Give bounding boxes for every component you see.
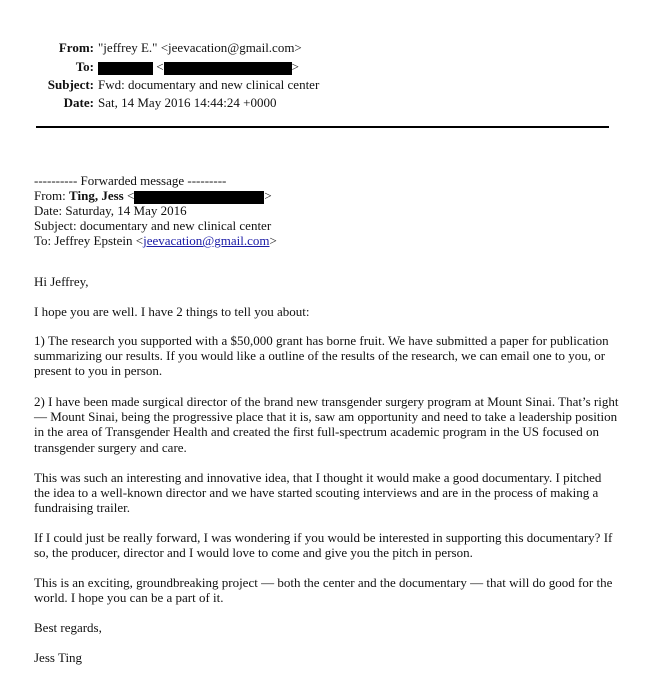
- body-paragraph-6: [34, 575, 619, 605]
- redaction-box: [164, 62, 292, 75]
- header-to-open: <: [156, 59, 164, 74]
- header-to-close: >: [291, 59, 299, 74]
- forwarded-from-line: [34, 188, 272, 204]
- paragraph-text: This was such an interesting and innovative idea, that I thought it would make a good documentary. I pitched the idea to a well-known director and we have started scouting interviews and are in the process of making a fundraising trailer.: [34, 470, 602, 516]
- body-signature: [34, 650, 619, 665]
- forwarded-date-line: Date: Saturday, 14 May 2016: [34, 203, 187, 218]
- forwarded-from-open: <: [123, 188, 135, 203]
- body-paragraph-4: [34, 470, 619, 516]
- header-subject-label: Subject:: [47, 77, 94, 92]
- header-date-value: Sat, 14 May 2016 14:44:24 +0000: [98, 95, 277, 110]
- redaction-box: [134, 191, 264, 204]
- body-closing: [34, 620, 619, 635]
- signature-text: Jess Ting: [34, 650, 83, 665]
- forwarded-to-prefix: To: Jeffrey Epstein <: [34, 233, 144, 248]
- body-paragraph-1: [34, 304, 619, 319]
- forwarded-from-close: >: [264, 188, 272, 203]
- forwarded-separator: ---------- Forwarded message ---------: [34, 173, 227, 188]
- body-paragraph-5: [34, 530, 619, 560]
- body-paragraph-3: [34, 394, 619, 455]
- forwarded-from-prefix: From:: [34, 188, 70, 203]
- paragraph-text: This is an exciting, groundbreaking project — both the center and the documentary — that will do good for the world. I hope you can be a part of it.: [34, 575, 613, 606]
- body-paragraph-2: [34, 333, 619, 379]
- header-to-value: [98, 59, 299, 75]
- redaction-box: [98, 62, 153, 75]
- header-divider: [36, 126, 609, 128]
- header-from-label: From:: [58, 40, 94, 55]
- header-from-value: "jeffrey E." <jeevacation@gmail.com>: [98, 40, 302, 55]
- paragraph-text: 1) The research you supported with a $50,000 grant has borne fruit. We have submitted a paper for publication summarizing our results. If you would like a outline of the results of the research, we can email one to you, or present to you in person.: [34, 333, 609, 379]
- forwarded-subject-line: Subject: documentary and new clinical center: [34, 218, 272, 233]
- paragraph-text: If I could just be really forward, I was wondering if you would be interested in supporting this documentary? If so, the producer, director and I would love to come and give you the pitch in person.: [34, 530, 613, 561]
- header-subject-value: Fwd: documentary and new clinical center: [98, 77, 320, 92]
- paragraph-text: 2) I have been made surgical director of the brand new transgender surgery program at Mount Sinai. That’s right — Mount Sinai, being the progressive place that it is, saw am opportunity and need to take a leadership position in the area of Transgender Health and created the first full-spectrum academic program in the US focused on transgender surgery and care.: [34, 394, 619, 455]
- forwarded-to-email-link[interactable]: jeevacation@gmail.com: [143, 233, 270, 248]
- forwarded-to-line: [34, 233, 277, 248]
- paragraph-text: I hope you are well. I have 2 things to tell you about:: [34, 304, 310, 319]
- header-date-label: Date:: [63, 95, 94, 110]
- forwarded-to-close: >: [269, 233, 277, 248]
- body-greeting: [34, 274, 619, 289]
- forwarded-from-name: Ting, Jess: [69, 188, 124, 203]
- header-to-label: To:: [75, 59, 94, 74]
- closing-text: Best regards,: [34, 620, 102, 635]
- greeting-text: Hi Jeffrey,: [34, 274, 89, 289]
